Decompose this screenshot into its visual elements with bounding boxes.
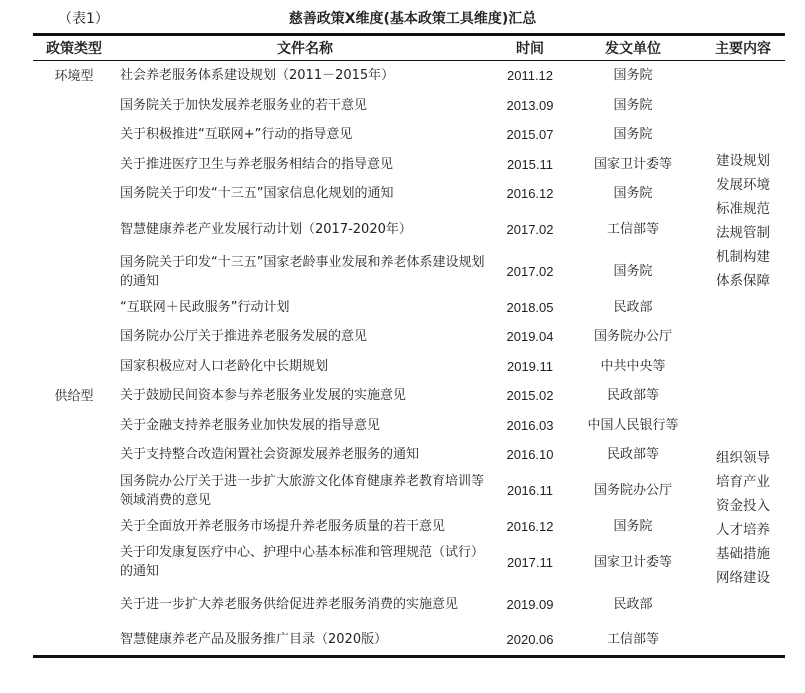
- issuer-cell: 工信部等: [606, 222, 659, 237]
- time-cell: 2011.12: [506, 68, 554, 84]
- document-name-cell: 关于全面放开养老服务市场提升养老服务质量的若干意见: [120, 518, 446, 534]
- time-cell: 2019.04: [506, 329, 554, 345]
- time-cell: 2017.02: [506, 264, 554, 279]
- document-name-cell: 国务院关于印发“十三五”国家信息化规划的通知: [120, 186, 394, 202]
- header-time: 时间: [516, 41, 544, 57]
- issuer-cell: 国务院: [613, 264, 653, 279]
- document-name-cell: 国务院关于印发“十三五”国家老龄事业发展和养老体系建设规划的通知: [120, 254, 485, 289]
- table-row: [33, 583, 785, 625]
- document-name-cell: 关于进一步扩大养老服务供给促进养老服务消费的实施意见: [120, 596, 459, 612]
- table-row: [33, 440, 785, 470]
- table-title: 慈善政策X维度(基本政策工具维度)汇总: [288, 11, 537, 27]
- issuer-cell: 民政部: [613, 299, 653, 315]
- document-name-cell: 关于鼓励民间资本参与养老服务业发展的实施意见: [120, 388, 407, 404]
- document-name-cell: “互联网＋民政服务”行动计划: [120, 299, 290, 315]
- header-main-content: 主要内容: [715, 41, 771, 57]
- main-content-cell: 组织领导 培育产业 资金投入 人才培养 基础措施 网络建设: [716, 449, 770, 586]
- time-cell: 2020.06: [506, 632, 554, 648]
- document-name-cell: 关于推进医疗卫生与养老服务相结合的指导意见: [120, 156, 394, 172]
- time-cell: 2016.11: [506, 483, 554, 498]
- table-row: [33, 293, 785, 323]
- policy-type-cell: 环境型: [54, 69, 94, 84]
- time-cell: 2016.12: [506, 518, 554, 534]
- table-row: [33, 541, 785, 583]
- table-row: [33, 120, 785, 150]
- table-row: [33, 91, 785, 121]
- time-cell: 2017.02: [506, 222, 554, 237]
- document-name-cell: 国务院办公厅关于推进养老服务发展的意见: [120, 329, 368, 345]
- time-cell: 2018.05: [506, 299, 554, 315]
- table-row: [33, 209, 785, 251]
- time-cell: 2015.07: [506, 127, 554, 143]
- document-name-cell: 智慧健康养老产业发展行动计划（2017-2020年）: [120, 222, 412, 237]
- time-cell: 2016.10: [506, 447, 554, 463]
- table-row: [33, 470, 785, 512]
- document-name-cell: 国家积极应对人口老龄化中长期规划: [120, 358, 329, 374]
- issuer-cell: 民政部等: [606, 388, 659, 404]
- header-document-name: 文件名称: [277, 41, 333, 57]
- time-cell: 2017.11: [506, 554, 554, 570]
- table-row: [33, 512, 785, 542]
- issuer-cell: 国务院: [613, 518, 653, 534]
- document-name-cell: 关于金融支持养老服务业加快发展的指导意见: [120, 417, 381, 433]
- table-row: [33, 352, 785, 382]
- policy-table: [33, 33, 785, 658]
- issuer-cell: 国家卫计委等: [593, 156, 672, 172]
- issuer-cell: 工信部等: [606, 632, 659, 648]
- table-row: [33, 411, 785, 441]
- table-row: [33, 179, 785, 209]
- document-name-cell: 智慧健康养老产品及服务推广目录（2020版）: [120, 632, 388, 648]
- table-number: （表1）: [58, 11, 109, 27]
- document-name-cell: 关于积极推进“互联网+”行动的指导意见: [120, 127, 353, 143]
- issuer-cell: 中共中央等: [600, 358, 666, 374]
- time-cell: 2016.03: [506, 417, 554, 433]
- issuer-cell: 中国人民银行等: [587, 417, 679, 433]
- table-row: [33, 381, 785, 411]
- header-row: [33, 35, 785, 61]
- table-row: [33, 625, 785, 656]
- document-name-cell: 国务院办公厅关于进一步扩大旅游文化体育健康养老教育培训等领域消费的意见: [120, 473, 485, 508]
- table-row: [33, 322, 785, 352]
- issuer-cell: 国务院办公厅: [593, 329, 672, 345]
- issuer-cell: 国务院: [613, 68, 653, 84]
- time-cell: 2019.09: [506, 596, 554, 612]
- document-name-cell: 关于印发康复医疗中心、护理中心基本标准和管理规范（试行）的通知: [120, 545, 485, 579]
- issuer-cell: 国家卫计委等: [593, 554, 672, 570]
- table-row: [33, 251, 785, 293]
- document-name-cell: 社会养老服务体系建设规划（2011－2015年）: [120, 68, 395, 84]
- table-row: [33, 150, 785, 180]
- issuer-cell: 民政部等: [606, 447, 659, 463]
- header-issuer: 发文单位: [605, 41, 661, 57]
- issuer-cell: 民政部: [613, 596, 653, 612]
- time-cell: 2013.09: [506, 97, 554, 113]
- document-name-cell: 国务院关于加快发展养老服务业的若干意见: [120, 97, 368, 113]
- document-name-cell: 关于支持整合改造闲置社会资源发展养老服务的通知: [120, 447, 420, 463]
- time-cell: 2016.12: [506, 186, 554, 202]
- issuer-cell: 国务院办公厅: [593, 483, 672, 498]
- issuer-cell: 国务院: [613, 186, 653, 202]
- time-cell: 2019.11: [506, 358, 554, 374]
- issuer-cell: 国务院: [613, 127, 653, 143]
- time-cell: 2015.02: [506, 388, 554, 404]
- policy-type-cell: 供给型: [54, 389, 94, 404]
- main-content-cell: 建设规划 发展环境 标准规范 法规管制 机制构建 体系保障: [716, 153, 770, 289]
- time-cell: 2015.11: [506, 156, 554, 172]
- issuer-cell: 国务院: [613, 97, 653, 113]
- table-row: [33, 61, 785, 91]
- header-policy-type: 政策类型: [46, 41, 102, 57]
